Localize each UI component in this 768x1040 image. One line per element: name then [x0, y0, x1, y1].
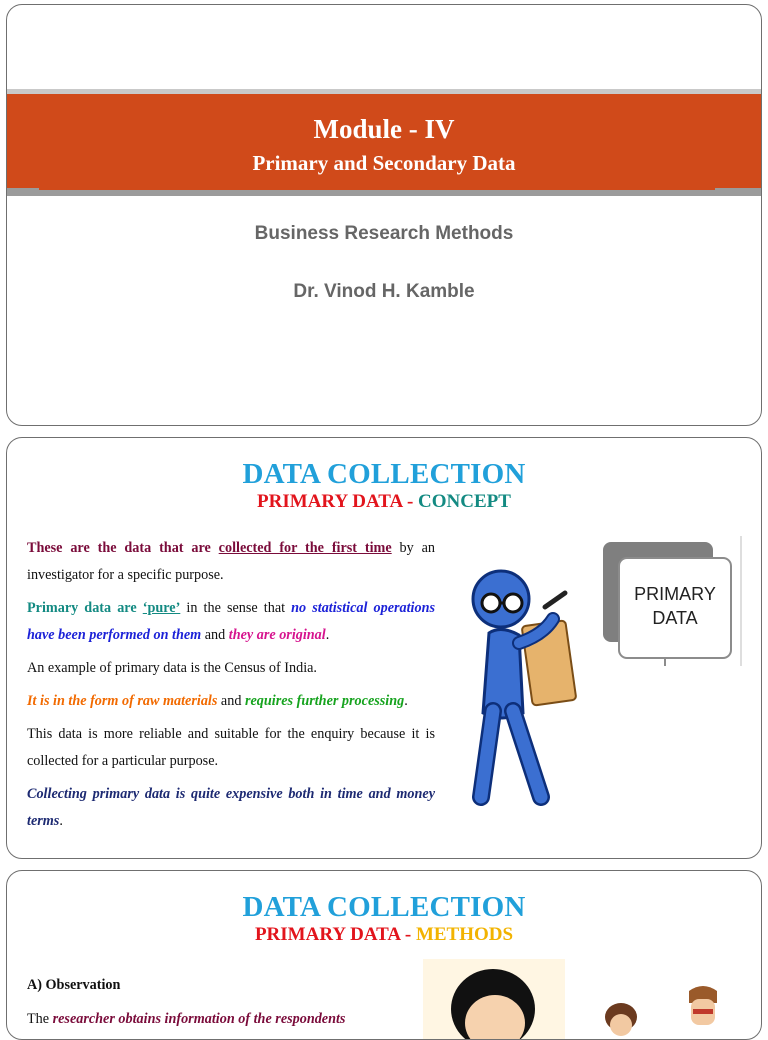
text-run: .: [325, 627, 330, 643]
module-subtitle: Primary and Secondary Data: [252, 151, 516, 175]
text-run: collected for the first time: [218, 540, 392, 556]
text-run: and: [201, 627, 229, 643]
section-label: A) Observation: [27, 977, 121, 993]
paragraph-1: [27, 535, 435, 589]
text-run: Primary data are: [27, 600, 143, 616]
paragraph-4: [27, 688, 435, 715]
primary-data-box-icon: [599, 534, 751, 674]
banner-accent-line: [39, 188, 715, 190]
people-figures-icon: [581, 983, 751, 1040]
title-banner: [7, 94, 761, 188]
text-run: ‘pure’: [142, 600, 181, 616]
text-run: and: [217, 693, 245, 709]
primary-data-concept-slide: [6, 437, 762, 859]
paragraph-5: This data is more reliable and suitable for the enquiry because it is collected for a particular purpose.: [27, 726, 435, 769]
text-run: These are the data that are: [27, 540, 219, 556]
text-run: no statistical operations have been performed on them: [27, 600, 435, 643]
paragraph-6: [27, 781, 435, 835]
paragraph-2: [27, 595, 435, 649]
text-run: researcher obtains information of the respondents: [52, 1011, 346, 1027]
slide-subheading: [7, 491, 761, 513]
text-run: requires further processing: [244, 693, 405, 709]
course-name: Business Research Methods: [254, 223, 514, 244]
primary-data-methods-slide: [6, 870, 762, 1040]
text-run: .: [59, 813, 63, 829]
slide-heading: DATA COLLECTION: [242, 458, 526, 490]
slide-heading: DATA COLLECTION: [242, 891, 526, 923]
title-slide: [6, 4, 762, 426]
text-run: by an investigator for a specific purpose.: [27, 540, 435, 583]
subheading-prefix: PRIMARY DATA -: [257, 491, 419, 512]
text-run: .: [404, 693, 408, 709]
primary-label-line2: DATA: [652, 608, 698, 628]
cartoon-face-icon: [423, 959, 565, 1040]
text-run: The: [27, 1011, 53, 1027]
module-title: Module - IV: [313, 114, 455, 144]
subheading-topic: METHODS: [415, 924, 514, 945]
slide-subheading: [7, 924, 761, 946]
investigator-figure-icon: [461, 563, 591, 823]
primary-label-line1: PRIMARY: [634, 584, 716, 604]
text-run: they are original: [228, 627, 326, 643]
methods-text: [27, 968, 397, 1036]
subheading-prefix: PRIMARY DATA -: [254, 924, 416, 945]
paragraph-1: [27, 1002, 397, 1036]
text-run: It is in the form of raw materials: [27, 693, 218, 709]
subheading-topic: CONCEPT: [418, 491, 511, 512]
text-run: Collecting primary data is quite expensive both in time and money terms: [27, 786, 435, 829]
text-run: in the sense that: [180, 600, 292, 616]
concept-text: [27, 535, 435, 841]
paragraph-3: An example of primary data is the Census of India.: [27, 660, 317, 676]
author-name: Dr. Vinod H. Kamble: [293, 281, 475, 302]
